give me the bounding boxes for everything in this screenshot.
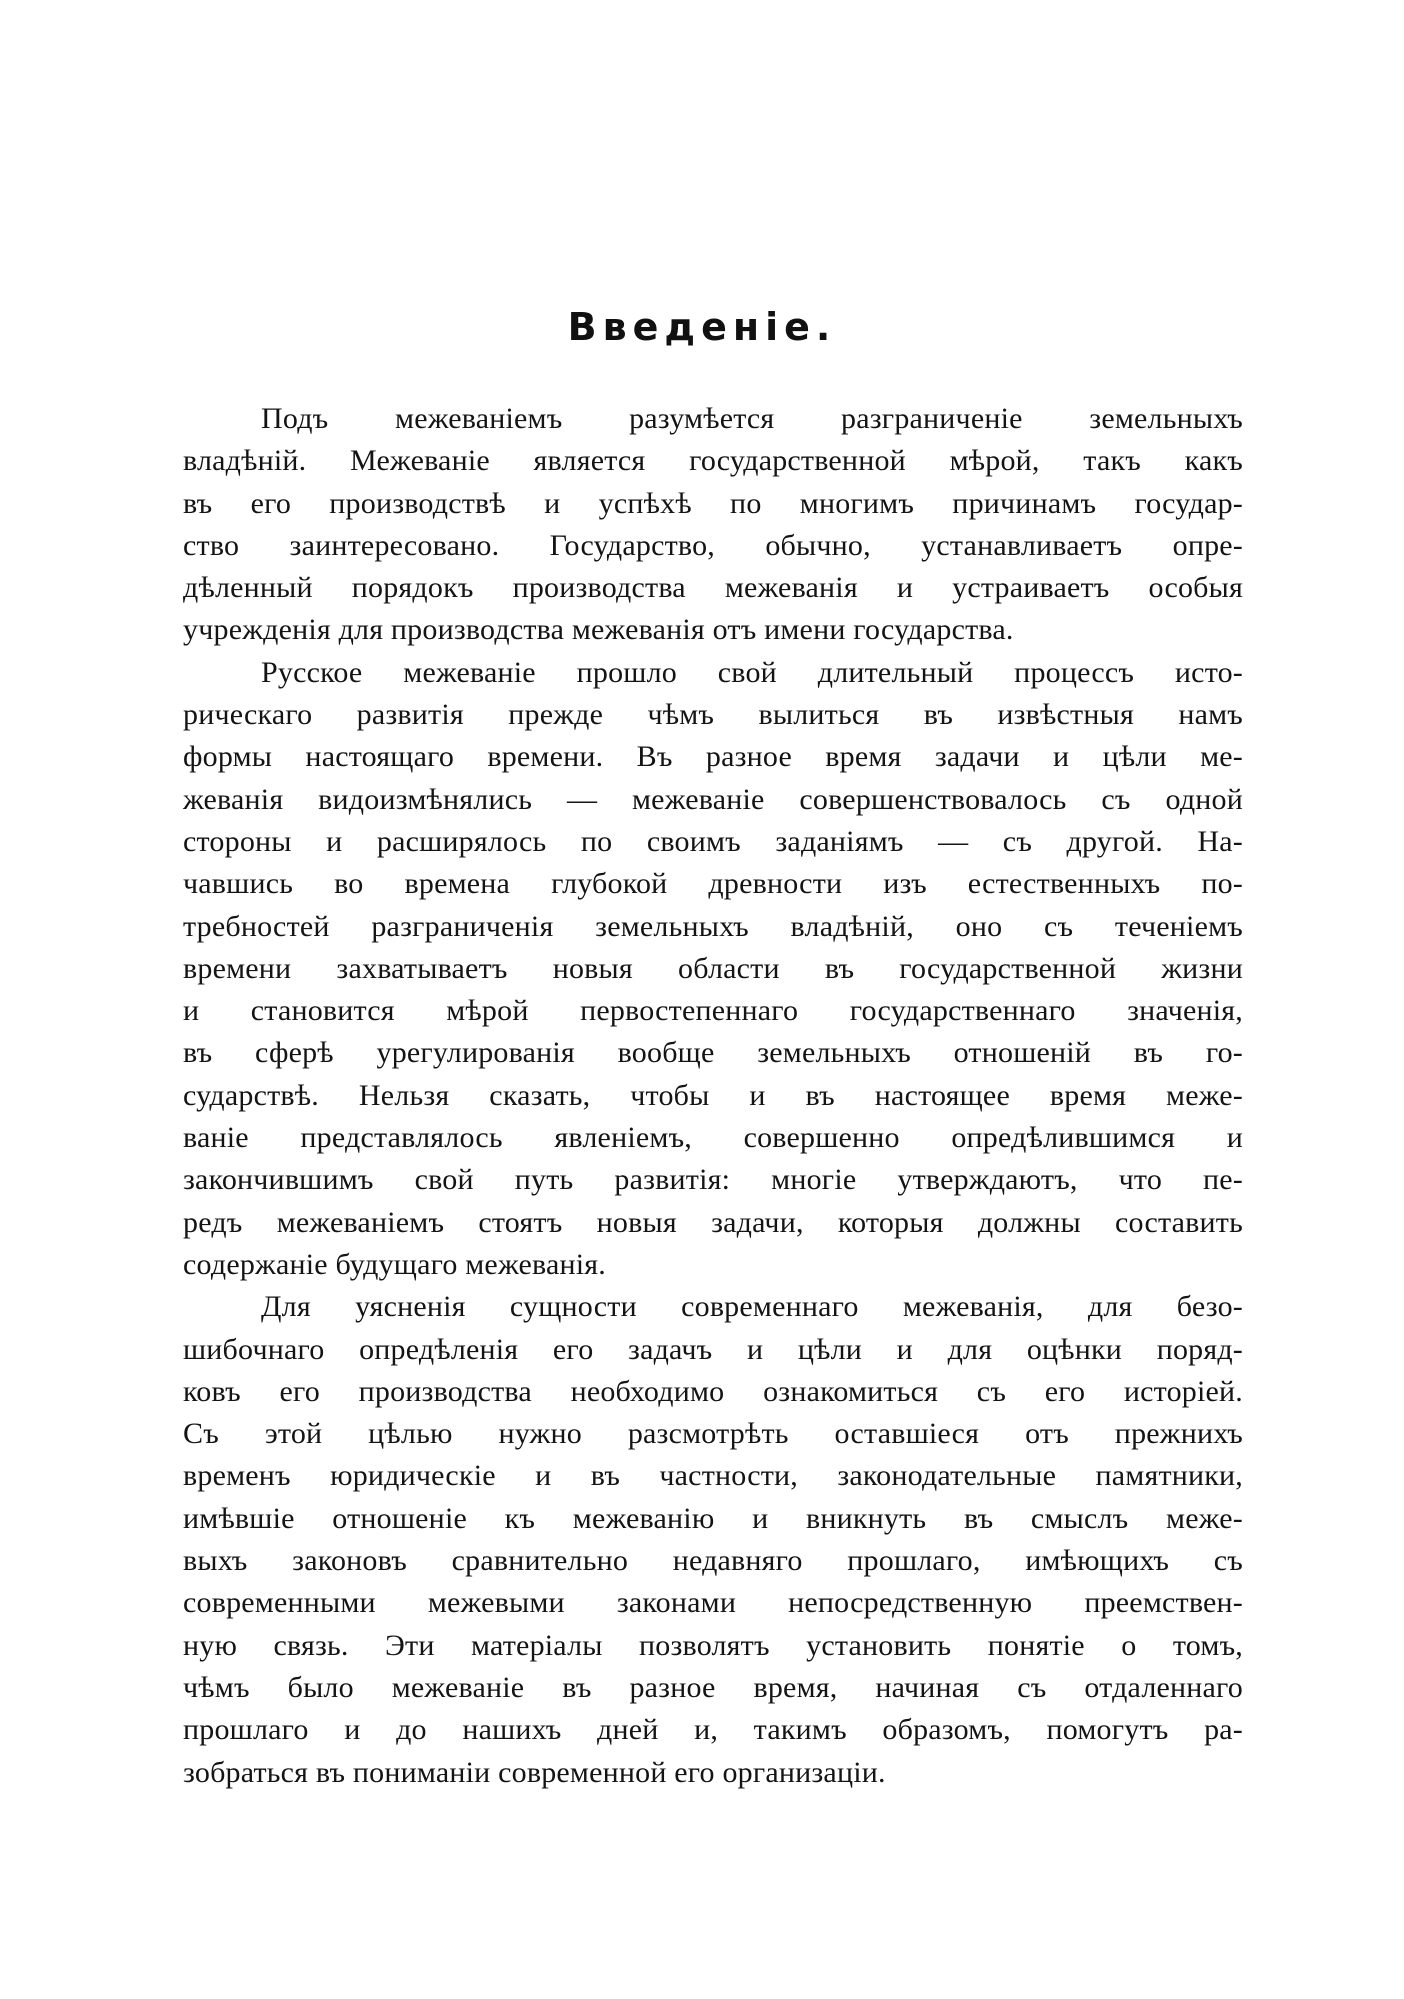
text-line: Русское межеваніе прошло свой длительный процессъ исто- bbox=[261, 655, 1243, 689]
text-line: владѣній. Межеваніе является государственной мѣрой, такъ какъ bbox=[183, 444, 1243, 478]
text-line: Для уясненія сущности современнаго межеванія, для безо- bbox=[261, 1290, 1243, 1324]
text-line: временъ юридическіе и въ частности, законодательные памятники, bbox=[183, 1459, 1243, 1493]
text-line: содержаніе будущаго межеванія. bbox=[183, 1247, 606, 1281]
text-line: ство заинтересовано. Государство, обычно, устанавливаетъ опре- bbox=[183, 528, 1243, 562]
text-line: учрежденія для производства межеванія отъ имени государства. bbox=[183, 613, 1014, 647]
text-line: стороны и расширялось по своимъ заданіямъ — съ другой. На- bbox=[183, 824, 1243, 858]
text-line: сударствѣ. Нельзя сказать, чтобы и въ настоящее время меже- bbox=[183, 1078, 1243, 1112]
text-line: зобраться въ пониманіи современной его организаціи. bbox=[183, 1755, 886, 1789]
text-line: чѣмъ было межеваніе въ разное время, начиная съ отдаленнаго bbox=[183, 1670, 1243, 1704]
text-line: имѣвшіе отношеніе къ межеванію и вникнуть въ смыслъ меже- bbox=[183, 1501, 1243, 1535]
text-line: прошлаго и до нашихъ дней и, такимъ образомъ, помогутъ ра- bbox=[183, 1713, 1243, 1747]
text-line: въ сферѣ урегулированія вообще земельныхъ отношеній въ го- bbox=[183, 1036, 1243, 1070]
page-title: Введеніе. bbox=[567, 305, 837, 349]
text-line: дѣленный порядокъ производства межеванія и устраиваетъ особыя bbox=[183, 571, 1243, 605]
text-line: формы настоящаго времени. Въ разное время задачи и цѣли ме- bbox=[183, 740, 1243, 774]
text-line: ваніе представлялось явленіемъ, совершенно опредѣлившимся и bbox=[183, 1121, 1243, 1155]
text-line: рическаго развитія прежде чѣмъ вылиться въ извѣстныя намъ bbox=[183, 698, 1243, 732]
text-line: современными межевыми законами непосредственную преемствен- bbox=[183, 1586, 1243, 1620]
text-line: и становится мѣрой первостепеннаго государственнаго значенія, bbox=[183, 994, 1243, 1028]
text-line: Подъ межеваніемъ разумѣется разграниченіе земельныхъ bbox=[261, 402, 1243, 435]
body-text bbox=[183, 398, 1243, 1794]
text-line: редъ межеваніемъ стоятъ новыя задачи, которыя должны составить bbox=[183, 1205, 1243, 1239]
text-line: требностей разграниченія земельныхъ владѣній, оно съ теченіемъ bbox=[183, 909, 1243, 943]
text-line: Съ этой цѣлью нужно разсмотрѣть оставшіеся отъ прежнихъ bbox=[183, 1417, 1243, 1451]
text-line: шибочнаго опредѣленія его задачъ и цѣли и для оцѣнки поряд- bbox=[183, 1332, 1243, 1366]
text-line: жеванія видоизмѣнялись — межеваніе совершенствовалось съ одной bbox=[183, 782, 1243, 816]
text-line: времени захватываетъ новыя области въ государственной жизни bbox=[183, 951, 1243, 985]
text-line: выхъ законовъ сравнительно недавняго прошлаго, имѣющихъ съ bbox=[183, 1544, 1243, 1578]
text-line: въ его производствѣ и успѣхѣ по многимъ причинамъ государ- bbox=[183, 486, 1243, 520]
text-line: ковъ его производства необходимо ознакомиться съ его исторіей. bbox=[183, 1374, 1243, 1408]
text-line: чавшись во времена глубокой древности изъ естественныхъ по- bbox=[183, 867, 1243, 901]
text-line: ную связь. Эти матеріалы позволятъ установить понятіе о томъ, bbox=[183, 1628, 1243, 1662]
text-line: закончившимъ свой путь развитія: многіе утверждаютъ, что пе- bbox=[183, 1163, 1243, 1197]
